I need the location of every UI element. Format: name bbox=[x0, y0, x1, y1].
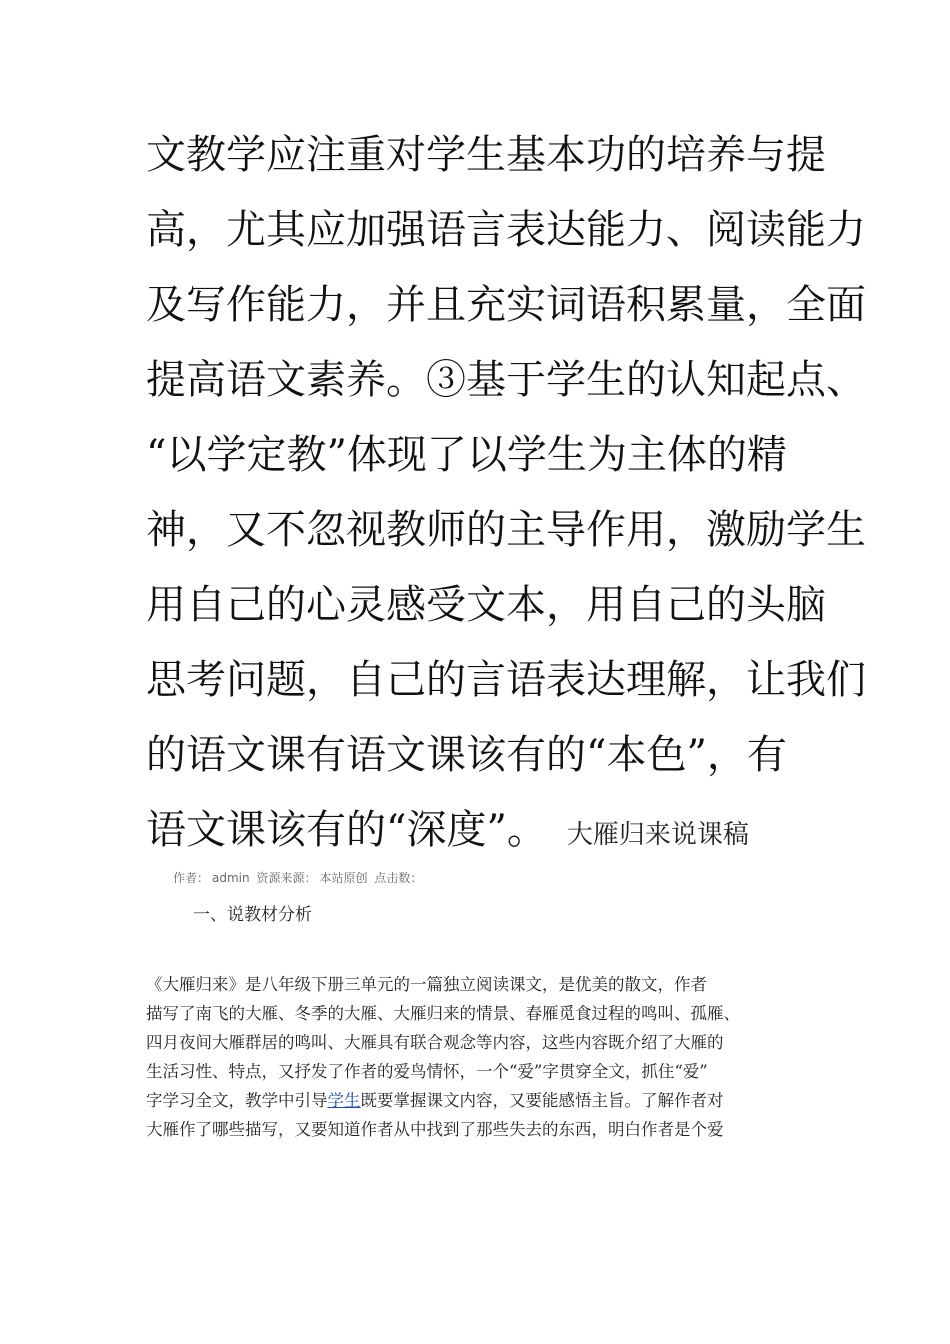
main-line-2: 高，尤其应加强语言表达能力、阅读能力 bbox=[146, 207, 866, 253]
body-paragraph bbox=[146, 970, 812, 1144]
source-value: 本站原创 bbox=[319, 871, 368, 885]
body-line-5-before: 字学习全文，教学中引导 bbox=[146, 1091, 328, 1110]
student-link[interactable]: 学生 bbox=[327, 1091, 361, 1110]
main-line-10-text: 语文课该有的“深度”。 bbox=[146, 807, 547, 853]
main-line-4: 提高语文素养。③基于学生的认知起点、 bbox=[146, 357, 866, 403]
main-line-6: 神，又不忽视教师的主导作用，激励学生 bbox=[146, 507, 866, 553]
body-line-5 bbox=[146, 1086, 812, 1115]
main-paragraph bbox=[146, 118, 866, 868]
main-line-1: 文教学应注重对学生基本功的培养与提 bbox=[146, 132, 826, 178]
clicks-label: 点击数： bbox=[374, 871, 423, 885]
body-line-1: 《大雁归来》是八年级下册三单元的一篇独立阅读课文，是优美的散文，作者 bbox=[146, 975, 707, 994]
main-line-9: 的语文课有语文课该有的“本色”，有 bbox=[146, 732, 787, 778]
article-meta bbox=[173, 869, 425, 886]
author-value: admin bbox=[212, 871, 250, 885]
body-line-5-after: 既要掌握课文内容，又要能感悟主旨。了解作者对 bbox=[360, 1091, 724, 1110]
main-line-7: 用自己的心灵感受文本，用自己的头脑 bbox=[146, 582, 826, 628]
main-line-10 bbox=[146, 793, 812, 868]
body-line-2: 描写了南飞的大雁、冬季的大雁、大雁归来的情景、春雁觅食过程的鸣叫、孤雁、 bbox=[146, 1004, 740, 1023]
main-line-5: “以学定教”体现了以学生为主体的精 bbox=[146, 432, 787, 478]
main-line-8: 思考问题，自己的言语表达理解，让我们 bbox=[146, 657, 866, 703]
section-heading: 一、说教材分析 bbox=[193, 905, 312, 925]
author-label: 作者： bbox=[173, 871, 210, 885]
body-line-3: 四月夜间大雁群居的鸣叫、大雁具有联合观念等内容，这些内容既介绍了大雁的 bbox=[146, 1033, 724, 1052]
article-title: 大雁归来说课稿 bbox=[566, 820, 749, 850]
source-label: 资源来源： bbox=[256, 871, 317, 885]
main-line-3: 及写作能力，并且充实词语积累量，全面 bbox=[146, 282, 866, 328]
body-line-4: 生活习性、特点，又抒发了作者的爱鸟情怀，一个“爱”字贯穿全文，抓住“爱” bbox=[146, 1062, 708, 1081]
body-line-6: 大雁作了哪些描写，又要知道作者从中找到了那些失去的东西，明白作者是个爱 bbox=[146, 1120, 724, 1139]
